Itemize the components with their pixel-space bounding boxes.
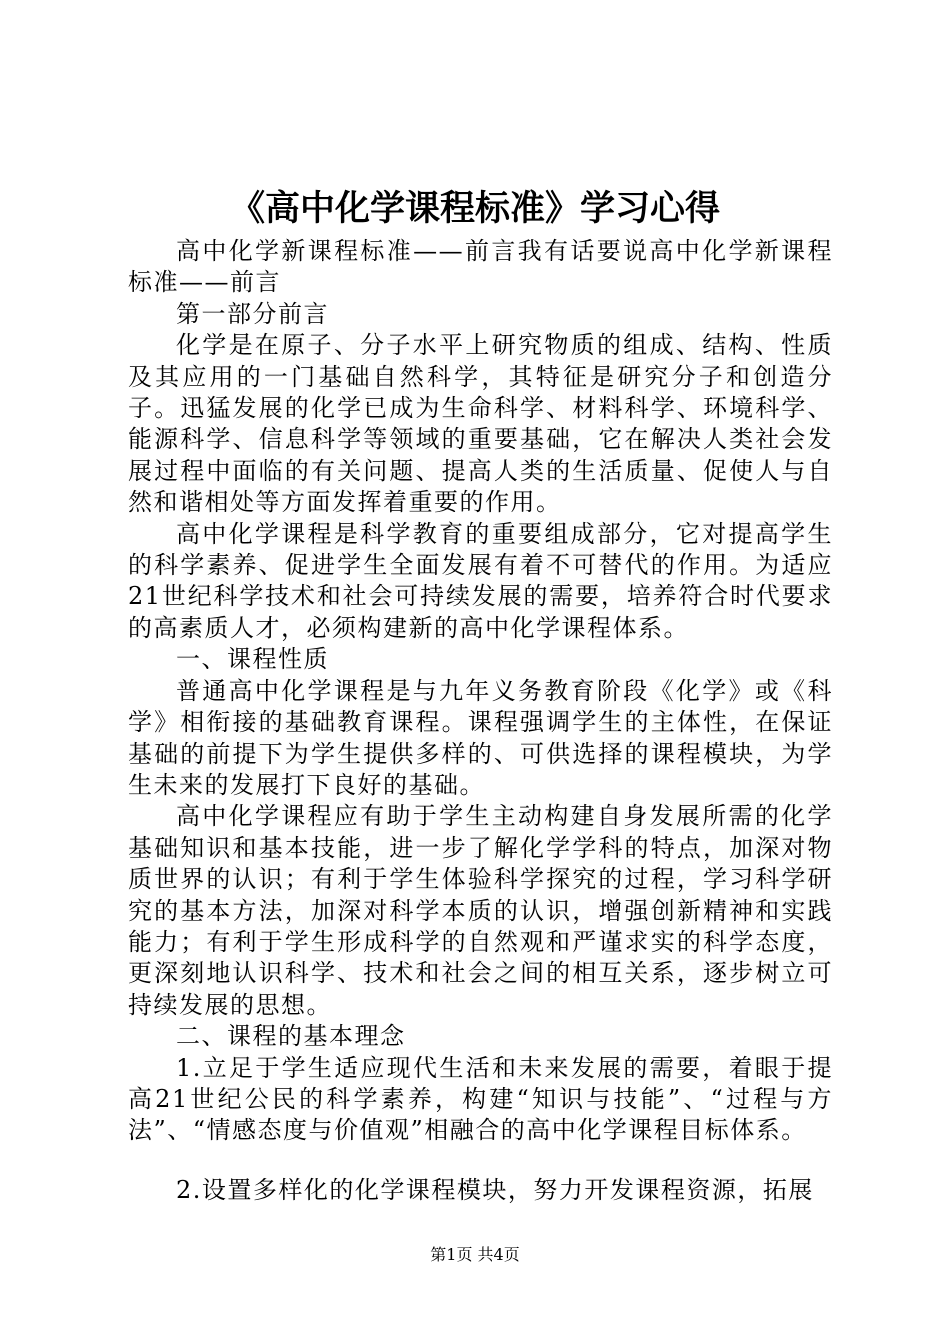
- page-footer: 第1页 共4页: [430, 1245, 520, 1264]
- paragraph-course-nature: 普通高中化学课程是与九年义务教育阶段《化学》或《科学》相衔接的基础教育课程。课程强调学生的主体性，在保证基础的前提下为学生提供多样的、可供选择的课程模块，为学生未来的发展打下良好的基础。: [128, 676, 833, 799]
- paragraph-course-importance: 高中化学课程是科学教育的重要组成部分，它对提高学生的科学素养、促进学生全面发展有着不可替代的作用。为适应21世纪科学技术和社会可持续发展的需要，培养符合时代要求的高素质人才，必须构建新的高中化学课程体系。: [128, 519, 833, 642]
- heading-part-one: 第一部分前言: [176, 299, 329, 328]
- page-title: 《高中化学课程标准》学习心得: [229, 189, 720, 229]
- heading-course-nature: 一、课程性质: [176, 645, 329, 674]
- paragraph-intro: 高中化学新课程标准——前言我有话要说高中化学新课程标准——前言: [128, 237, 833, 297]
- paragraph-concept-2: 2.设置多样化的化学课程模块，努力开发课程资源，拓展: [176, 1175, 814, 1204]
- paragraph-course-goals: 高中化学课程应有助于学生主动构建自身发展所需的化学基础知识和基本技能，进一步了解化学学科的特点，加深对物质世界的认识；有利于学生体验科学探究的过程，学习科学研究的基本方法，加深对科学本质的认识，增强创新精神和实践能力；有利于学生形成科学的自然观和严谨求实的科学态度，更深刻地认识科学、技术和社会之间的相互关系，逐步树立可持续发展的思想。: [128, 802, 833, 1019]
- document-body: [128, 236, 833, 1206]
- paragraph-concept-1: 1.立足于学生适应现代生活和未来发展的需要，着眼于提高21世纪公民的科学素养，构建“知识与技能”、“过程与方法”、“情感态度与价值观”相融合的高中化学课程目标体系。: [128, 1053, 833, 1145]
- paragraph-chemistry-definition: 化学是在原子、分子水平上研究物质的组成、结构、性质及其应用的一门基础自然科学，其特征是研究分子和创造分子。迅猛发展的化学已成为生命科学、材料科学、环境科学、能源科学、信息科学等领域的重要基础，它在解决人类社会发展过程中面临的有关问题、提高人类的生活质量、促使人与自然和谐相处等方面发挥着重要的作用。: [128, 331, 833, 517]
- heading-basic-concepts: 二、课程的基本理念: [176, 1022, 406, 1051]
